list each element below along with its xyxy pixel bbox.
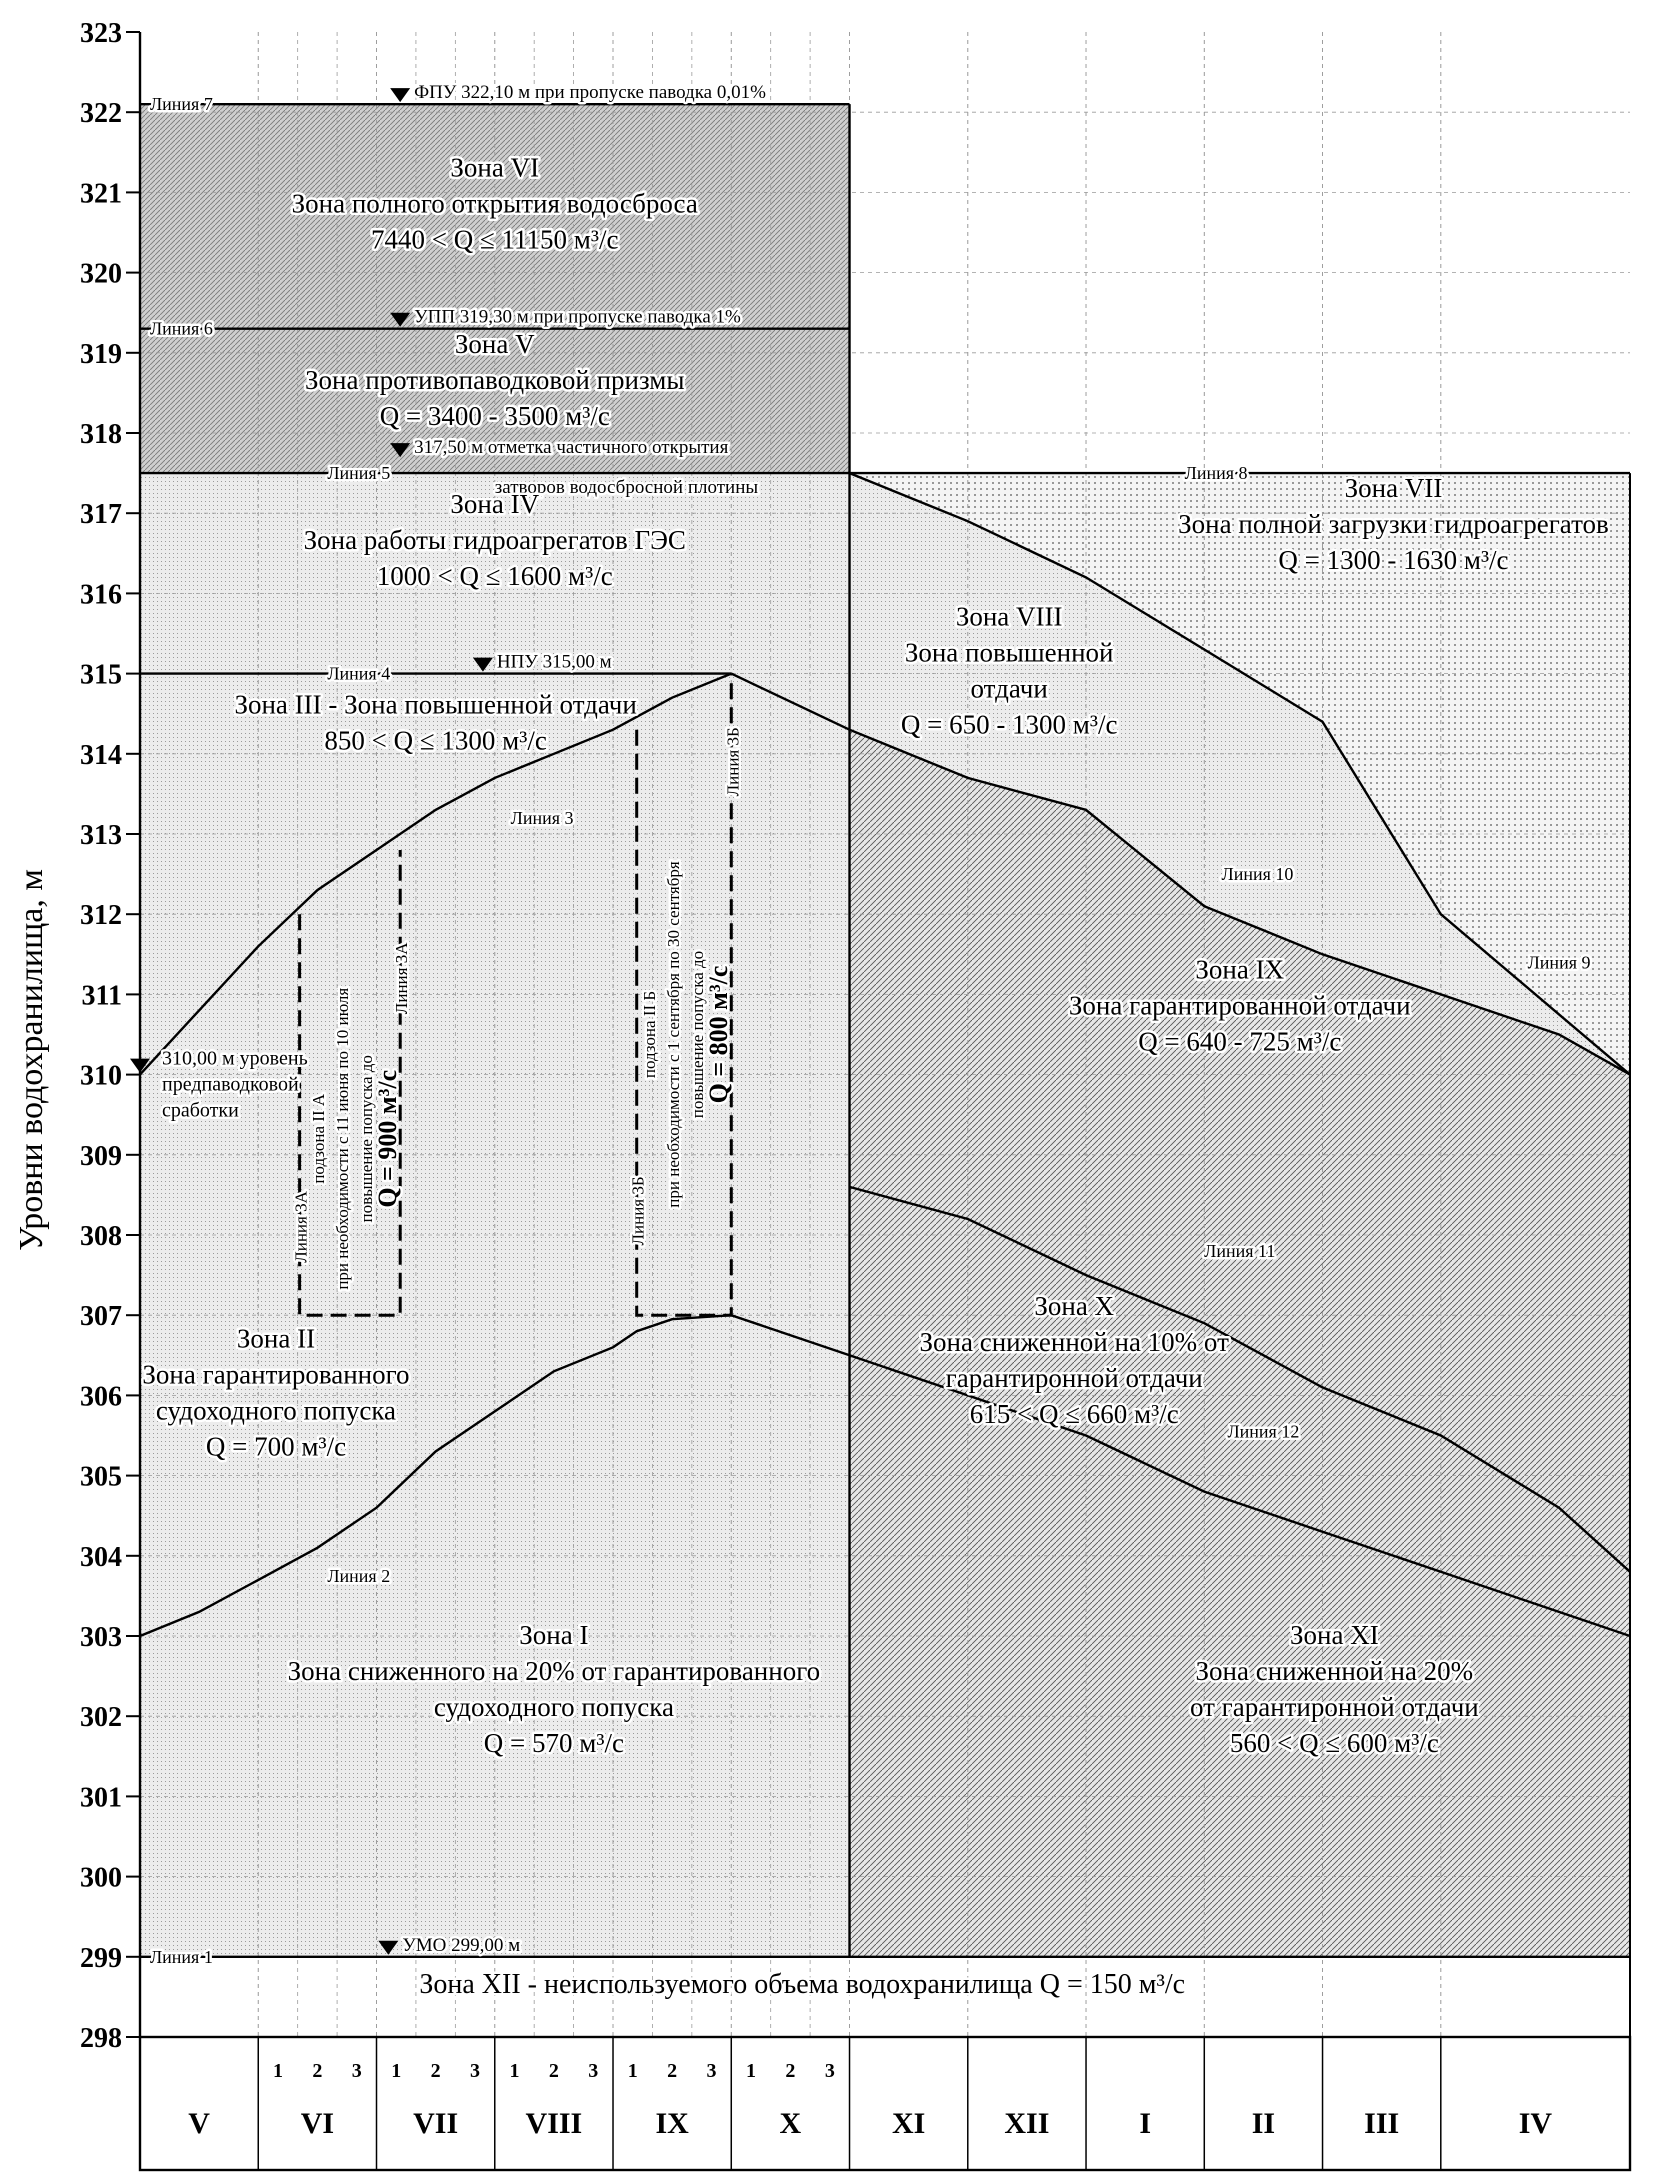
month-label: X — [779, 2107, 802, 2140]
month-label: VII — [413, 2107, 459, 2140]
y-tick-label: 311 — [81, 980, 122, 1012]
zone-label: Зона работы гидроагрегатов ГЭС — [303, 525, 686, 556]
zone-label: 560 < Q ≤ 600 м³/с — [1229, 1728, 1439, 1759]
level-annotation: УПП 319,30 м при пропуске паводка 1% — [414, 306, 741, 328]
zone-label: Зона гарантированного — [142, 1359, 410, 1390]
zone-label: 850 < Q ≤ 1300 м³/с — [324, 725, 547, 756]
decade-label: 3 — [351, 2060, 362, 2082]
zone-label: Зона IX — [1195, 954, 1285, 985]
zone-label: Зона гарантированной отдачи — [1068, 990, 1411, 1021]
zone-label: судоходного попуска — [155, 1395, 397, 1426]
decade-label: 2 — [667, 2060, 678, 2082]
decade-label: 3 — [588, 2060, 599, 2082]
level-annotation: ФПУ 322,10 м при пропуске паводка 0,01% — [414, 82, 766, 104]
level-annotation: затворов водосбросной плотины — [494, 477, 759, 499]
level-annotation: НПУ 315,00 м — [496, 651, 612, 673]
y-tick-label: 305 — [80, 1461, 122, 1493]
y-tick-label: 312 — [80, 900, 122, 932]
y-tick-label: 301 — [80, 1782, 122, 1814]
vertical-note-line: Q = 900 м³/с — [372, 1069, 402, 1208]
line-label: Линия 12 — [1227, 1421, 1300, 1442]
vertical-note — [392, 942, 411, 1014]
month-label: VIII — [525, 2107, 583, 2140]
zone-label: Зона полной загрузки гидроагрегатов — [1178, 509, 1609, 540]
month-axis-box — [140, 2037, 1630, 2170]
y-tick-label: 317 — [80, 499, 122, 531]
y-tick-label: 303 — [80, 1622, 122, 1653]
month-label: VI — [300, 2107, 335, 2140]
zone-label: гарантиронной отдачи — [945, 1363, 1203, 1394]
y-tick-label: 302 — [80, 1702, 122, 1734]
zone-label: Q = 640 - 725 м³/с — [1138, 1026, 1342, 1057]
vertical-note-line: повышение попуска до — [356, 1055, 376, 1223]
zone-label: 1000 < Q ≤ 1600 м³/с — [376, 561, 613, 592]
vertical-note-line: при необходимости с 1 сентября по 30 сентября — [663, 861, 683, 1208]
vertical-note-line: подзона II Б — [639, 990, 659, 1079]
y-tick-label: 309 — [80, 1140, 122, 1172]
decade-label: 2 — [785, 2060, 796, 2082]
level-annotation: УМО 299,00 м — [402, 1934, 521, 1956]
level-annotation: 310,00 м уровень — [162, 1047, 308, 1070]
y-axis-label: Уровни водохранилища, м — [13, 869, 50, 1251]
line-label: Линия 11 — [1204, 1241, 1276, 1262]
zone-label: Зона III - Зона повышенной отдачи — [234, 689, 637, 720]
month-label: IX — [655, 2107, 689, 2140]
zone-label: Зона сниженной на 10% от — [919, 1327, 1229, 1358]
y-tick-label: 299 — [80, 1942, 122, 1974]
y-tick-label: 313 — [80, 820, 122, 851]
line-label: Линия 2 — [327, 1565, 391, 1586]
zone-label: Зона VI — [450, 152, 540, 183]
decade-label: 1 — [627, 2060, 638, 2082]
y-tick-label: 304 — [80, 1541, 122, 1573]
y-tick-label: 306 — [80, 1381, 122, 1413]
month-label: XI — [891, 2107, 926, 2140]
decade-label: 2 — [312, 2060, 323, 2082]
y-tick-label: 307 — [80, 1301, 122, 1333]
zone-label: Q = 650 - 1300 м³/с — [900, 709, 1118, 740]
month-label: XII — [1004, 2107, 1050, 2140]
vertical-note — [629, 1176, 648, 1245]
zone-label: Зона II — [236, 1323, 316, 1354]
zone-label: от гарантиронной отдачи — [1189, 1692, 1479, 1723]
line-label: Линия 5 — [327, 463, 391, 484]
zone-label: отдачи — [970, 673, 1048, 704]
zone-label: Зона XII - неиспользуемого объема водохранилища Q = 150 м³/с — [419, 1968, 1186, 2000]
decade-label: 1 — [745, 2060, 756, 2082]
vertical-note-line: подзона II А — [308, 1093, 328, 1184]
vertical-note-line: Линия 3А — [392, 942, 412, 1015]
decade-label: 1 — [391, 2060, 402, 2082]
zone-label: Зона полного открытия водосброса — [291, 188, 698, 219]
zone-label: 7440 < Q ≤ 11150 м³/с — [371, 224, 619, 255]
decade-label: 2 — [430, 2060, 441, 2082]
month-label: I — [1139, 2107, 1152, 2140]
vertical-note-line: Линия 3А — [291, 1191, 311, 1263]
month-label: IV — [1518, 2107, 1553, 2140]
zone-label: Зона повышенной — [904, 637, 1114, 668]
zone-label: Q = 1300 - 1630 м³/с — [1278, 545, 1509, 576]
vertical-note-line: повышение попуска до — [687, 950, 707, 1119]
line-label: Линия 4 — [327, 663, 391, 684]
month-label: V — [188, 2107, 210, 2140]
vertical-note-line: при необходимости с 11 июня по 10 июля — [332, 987, 352, 1290]
vertical-note-line: Q = 800 м³/с — [703, 965, 733, 1104]
zone-label: Q = 570 м³/с — [483, 1728, 624, 1759]
level-marker-icon — [390, 88, 410, 102]
y-tick-label: 314 — [80, 739, 122, 771]
y-tick-label: 310 — [80, 1060, 122, 1092]
decade-label: 1 — [509, 2060, 520, 2082]
vertical-note — [723, 727, 742, 796]
line-label: Линия 8 — [1184, 463, 1248, 484]
y-tick-label: 315 — [80, 659, 122, 691]
y-tick-label: 308 — [80, 1221, 122, 1252]
y-tick-label: 318 — [80, 419, 122, 450]
y-axis — [80, 18, 140, 2054]
vertical-note — [292, 1190, 311, 1262]
y-tick-label: 298 — [80, 2023, 122, 2054]
zone-label: Зона I — [519, 1620, 589, 1651]
decade-label: 3 — [706, 2060, 717, 2082]
y-tick-label: 323 — [80, 18, 122, 49]
zone-label: Зона сниженной на 20% — [1195, 1656, 1474, 1687]
zone-label: Зона X — [1034, 1291, 1115, 1322]
zone-label: Зона противопаводковой призмы — [305, 364, 685, 395]
y-tick-label: 320 — [80, 258, 122, 290]
decade-label: 3 — [470, 2060, 481, 2082]
decade-label: 1 — [272, 2060, 283, 2082]
level-annotation: предпаводковой — [162, 1073, 299, 1096]
line-label: Линия 1 — [149, 1946, 213, 1967]
zone-label: Зона VII — [1344, 473, 1443, 504]
line-label: Линия 10 — [1221, 864, 1294, 885]
line-label: Линия 6 — [149, 318, 213, 339]
vertical-note-line: Линия 3Б — [628, 1176, 648, 1246]
y-tick-label: 321 — [80, 178, 122, 210]
y-tick-label: 316 — [80, 579, 122, 611]
y-tick-label: 319 — [80, 338, 122, 370]
zone-label: судоходного попуска — [433, 1692, 674, 1723]
zone-label: Q = 3400 - 3500 м³/с — [379, 400, 610, 431]
zone-label: Зона сниженного на 20% от гарантированного — [287, 1656, 821, 1687]
month-label: II — [1251, 2107, 1276, 2140]
level-annotation: сработки — [162, 1099, 239, 1122]
zone-label: Зона IV — [450, 489, 540, 520]
month-label: III — [1364, 2107, 1400, 2140]
y-tick-label: 300 — [80, 1862, 122, 1894]
y-tick-label: 322 — [80, 98, 122, 130]
vertical-note-line: Линия 3Б — [723, 727, 743, 797]
zone-label: Зона V — [454, 328, 535, 359]
decade-label: 2 — [548, 2060, 559, 2082]
level-annotation: 317,50 м отметка частичного открытия — [414, 437, 729, 459]
line-label: Линия 3 — [510, 807, 574, 828]
zone-label: Зона XI — [1290, 1620, 1379, 1651]
month-axis — [140, 2037, 1630, 2170]
decade-label: 3 — [824, 2060, 835, 2082]
zone-label: Зона VIII — [955, 601, 1063, 632]
zone-label: Q = 700 м³/с — [205, 1431, 347, 1462]
line-label: Линия 7 — [149, 94, 213, 115]
zone-label: 615 < Q ≤ 660 м³/с — [969, 1399, 1179, 1430]
line-label: Линия 9 — [1527, 952, 1591, 973]
